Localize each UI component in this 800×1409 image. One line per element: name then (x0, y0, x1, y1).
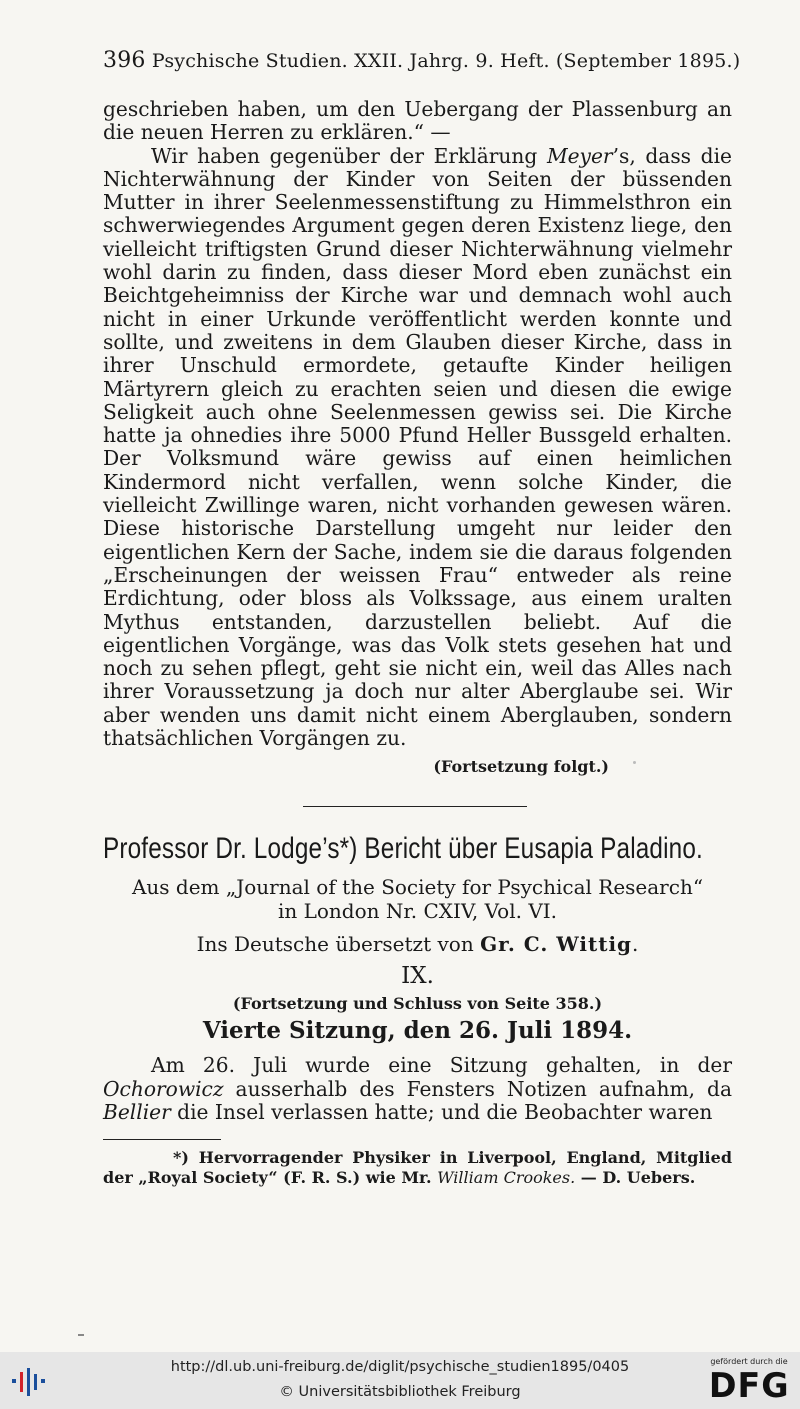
person-name: Meyer (546, 143, 613, 168)
running-header (103, 48, 741, 73)
text-run: ausserhalb des Fensters Notizen aufnahm, da (223, 1076, 732, 1101)
document-url-link[interactable]: http://dl.ub.uni-freiburg.de/diglit/psychische_studien1895/0405 (170, 1359, 630, 1375)
text-run: Ins Deutsche übersetzt von (196, 932, 481, 956)
text-run: . (632, 932, 639, 956)
section-divider (303, 806, 527, 807)
footnote-text (103, 1148, 732, 1188)
translator-name: Gr. C. Wittig (480, 932, 633, 956)
dfg-logo (706, 1357, 792, 1407)
person-name: Ochorowicz (103, 1076, 224, 1101)
footnote (103, 1148, 732, 1188)
footnote-rule (103, 1139, 221, 1140)
person-name: William Crookes. (437, 1168, 576, 1187)
translator-line (103, 932, 732, 956)
text-run: *) Hervorragender Physiker in Liverpool, England, Mitglied der „Royal Society“ (F. R. S.) wie Mr. (103, 1148, 732, 1187)
text-run: — D. Uebers. (575, 1168, 696, 1187)
scan-mark (78, 1334, 84, 1336)
source-line-1: Aus dem „Journal of the Society for Psychical Research“ (131, 875, 704, 899)
body-text-section1 (103, 98, 732, 779)
text-run: ’s, dass die Nichterwähnung der Kinder von Seiten der büssenden Mutter in ihrer Seelenmessenstiftung zu Himmelsthron ein schwerwiegendes Argument gegen deren Existenz liege, den vielleicht triftigsten Grund dieser Nichterwähnung vielmehr wohl darin zu finden, dass dieser Mord eben zunächst ein Beichtgeheimniss der Kirche war und demnach wohl auch nicht in einer Urkunde veröffentlicht werden konnte und sollte, und zweitens in dem Glauben dieser Kirche, dass in ihrer Unschuld ermordete, getaufte Kinder heiligen Märtyrern gleich zu erachten seien und diesen die ewige Seligkeit auch ohne Seelenmessen gewiss sei. Die Kirche hatte ja ohnedies ihre 5000 Pfund Heller Bussgeld erhalten. Der Volksmund wäre gewiss auf einen heimlichen Kindermord nicht verfallen, wenn solche Kinder, die vielleicht Zwillinge waren, nicht vorhanden gewesen wären. Diese historische Darstellung umgeht nur leider den eigentlichen Kern der Sache, indem sie die daraus folgenden „Erscheinungen der weissen Frau“ entweder als reine Erdichtung, oder bloss als Volkssage, aus einem uralten Mythus entstanden, darzustellen beliebt. Auf die eigentlichen Vorgänge, was das Volk stets gesehen hat und noch zu sehen pflegt, geht sie nicht ein, weil das Alles nach ihrer Voraussetzung ja doch nur alter Aberglaube sei. Wir aber wenden uns damit nicht einem Aberglauben, sondern thatsächlichen Vorgängen zu. (103, 143, 732, 751)
body-text-section2 (103, 1054, 732, 1125)
speck (633, 761, 636, 764)
paragraph (103, 145, 732, 751)
text-run: Wir haben gegenüber der Erklärung (151, 143, 547, 168)
person-name: Bellier (103, 1100, 171, 1124)
text-run: die Insel verlassen hatte; und die Beobachter waren (170, 1100, 713, 1124)
copyright-text: © Universitätsbibliothek Freiburg (279, 1384, 521, 1400)
continued-note: (Fortsetzung folgt.) (433, 757, 609, 777)
text-run: Am 26. Juli wurde eine Sitzung gehalten, in der (151, 1053, 732, 1077)
paragraph: geschrieben haben, um den Uebergang der Plassenburg an die neuen Herren zu erklären.“ — (103, 97, 732, 145)
article-title: Professor Dr. Lodge’s*) Bericht über Eusapia Paladino. (103, 832, 703, 865)
running-title: Psychische Studien. XXII. Jahrg. 9. Heft. (September 1895.) (151, 50, 741, 72)
session-heading: Vierte Sitzung, den 26. Juli 1894. (202, 1017, 633, 1044)
continuation-note: (Fortsetzung und Schluss von Seite 358.) (232, 994, 603, 1013)
dfg-caption: gefördert durch die (710, 1357, 788, 1366)
dfg-logo-text: DFG (708, 1366, 790, 1406)
part-number: IX. (401, 963, 434, 989)
paragraph (103, 1054, 732, 1125)
source-line-2: in London Nr. CXIV, Vol. VI. (277, 899, 558, 923)
page-number: 396 (103, 48, 146, 73)
viewer-footer (0, 1352, 800, 1409)
